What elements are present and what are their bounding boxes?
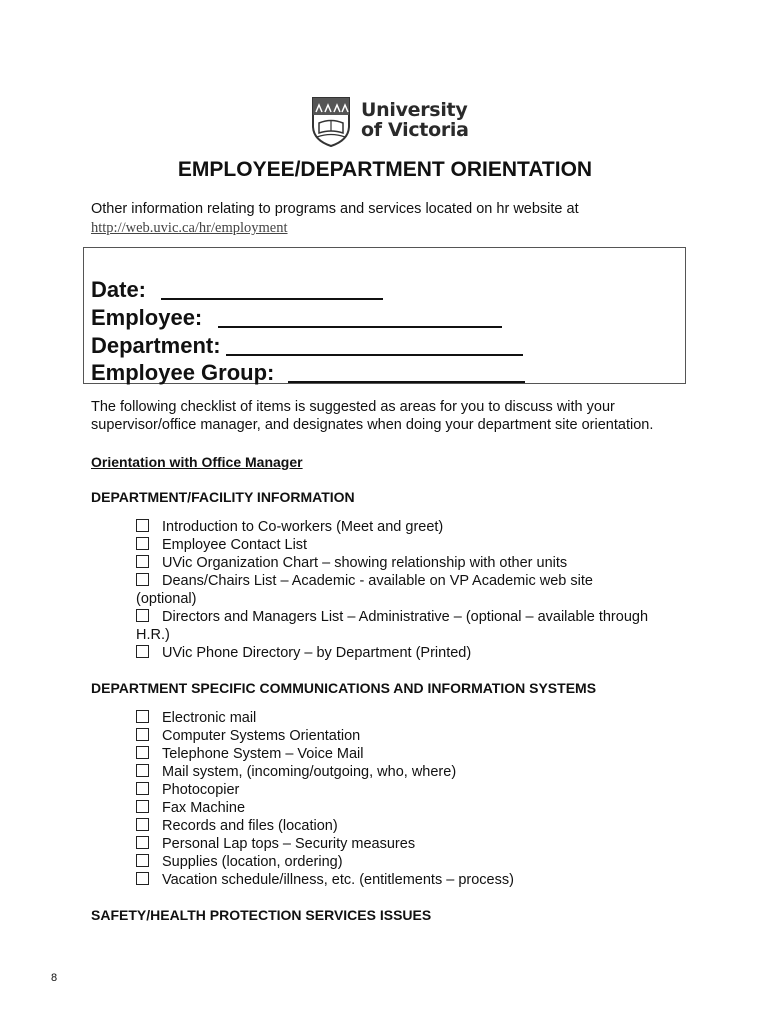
page-number: 8 xyxy=(51,972,58,984)
employee-group-label: Employee Group: xyxy=(91,360,275,385)
list-item-label: Directors and Managers List – Administrative – (optional – available through xyxy=(162,609,649,625)
university-logo xyxy=(311,96,469,154)
checkbox[interactable] xyxy=(136,573,149,586)
logo-text-line1: University xyxy=(361,99,468,121)
list-item-label: Supplies (location, ordering) xyxy=(162,854,343,870)
checklist-intro-line2: supervisor/office manager, and designates when doing your department site orientation. xyxy=(91,417,654,433)
list-item-label: Records and files (location) xyxy=(162,818,338,834)
list-item-label: Fax Machine xyxy=(162,800,246,816)
list-item-label: Vacation schedule/illness, etc. (entitlements – process) xyxy=(162,872,514,888)
list-item-label: Personal Lap tops – Security measures xyxy=(162,836,416,852)
checkbox[interactable] xyxy=(136,872,149,885)
checkbox[interactable] xyxy=(136,800,149,813)
checkbox[interactable] xyxy=(136,782,149,795)
list-item-label: Employee Contact List xyxy=(162,537,308,553)
orientation-subheading: Orientation with Office Manager xyxy=(91,454,303,470)
employee-field-line[interactable] xyxy=(218,326,502,328)
checkbox[interactable] xyxy=(136,555,149,568)
checkbox[interactable] xyxy=(136,710,149,723)
list-item-label: Electronic mail xyxy=(162,710,257,726)
checklist-intro xyxy=(91,398,653,434)
employee-info-box xyxy=(83,247,686,384)
section-safety-heading: SAFETY/HEALTH PROTECTION SERVICES ISSUES xyxy=(91,907,432,923)
list-item-label: Deans/Chairs List – Academic - available on VP Academic web site xyxy=(162,573,593,589)
checkbox[interactable] xyxy=(136,818,149,831)
employee-label: Employee: xyxy=(91,305,203,330)
checkbox[interactable] xyxy=(136,728,149,741)
checklist-intro-line1: The following checklist of items is suggested as areas for you to discuss with your xyxy=(91,399,615,415)
checkbox[interactable] xyxy=(136,609,149,622)
list-item-label: Computer Systems Orientation xyxy=(162,728,361,744)
page-title: EMPLOYEE/DEPARTMENT ORIENTATION xyxy=(177,158,593,181)
section-communications-heading: DEPARTMENT SPECIFIC COMMUNICATIONS AND INFORMATION SYSTEMS xyxy=(91,680,597,696)
employee-group-field-line[interactable] xyxy=(288,381,525,383)
date-field-line[interactable] xyxy=(161,298,383,300)
logo-text-line2: of Victoria xyxy=(361,119,469,141)
university-crest-icon xyxy=(311,96,351,148)
list-item-label: UVic Phone Directory – by Department (Printed) xyxy=(162,645,472,661)
list-item-label: UVic Organization Chart – showing relationship with other units xyxy=(162,555,568,571)
list-item-label: Photocopier xyxy=(162,782,240,798)
list-item-continuation: (optional) xyxy=(136,591,197,607)
department-field-line[interactable] xyxy=(226,354,523,356)
section-facility-heading: DEPARTMENT/FACILITY INFORMATION xyxy=(91,489,355,505)
hr-website-link[interactable]: http://web.uvic.ca/hr/employment xyxy=(91,220,288,236)
checkbox[interactable] xyxy=(136,764,149,777)
checkbox[interactable] xyxy=(136,645,149,658)
checkbox[interactable] xyxy=(136,746,149,759)
list-item-continuation: H.R.) xyxy=(136,627,170,643)
list-item-label: Telephone System – Voice Mail xyxy=(162,746,364,762)
intro-text: Other information relating to programs and services located on hr website at xyxy=(91,201,579,217)
checkbox[interactable] xyxy=(136,537,149,550)
date-label: Date: xyxy=(91,277,147,302)
checkbox[interactable] xyxy=(136,519,149,532)
list-item-label: Mail system, (incoming/outgoing, who, where) xyxy=(162,764,457,780)
list-item-label: Introduction to Co-workers (Meet and greet) xyxy=(162,519,444,535)
checkbox[interactable] xyxy=(136,836,149,849)
department-label: Department: xyxy=(91,333,221,358)
checkbox[interactable] xyxy=(136,854,149,867)
